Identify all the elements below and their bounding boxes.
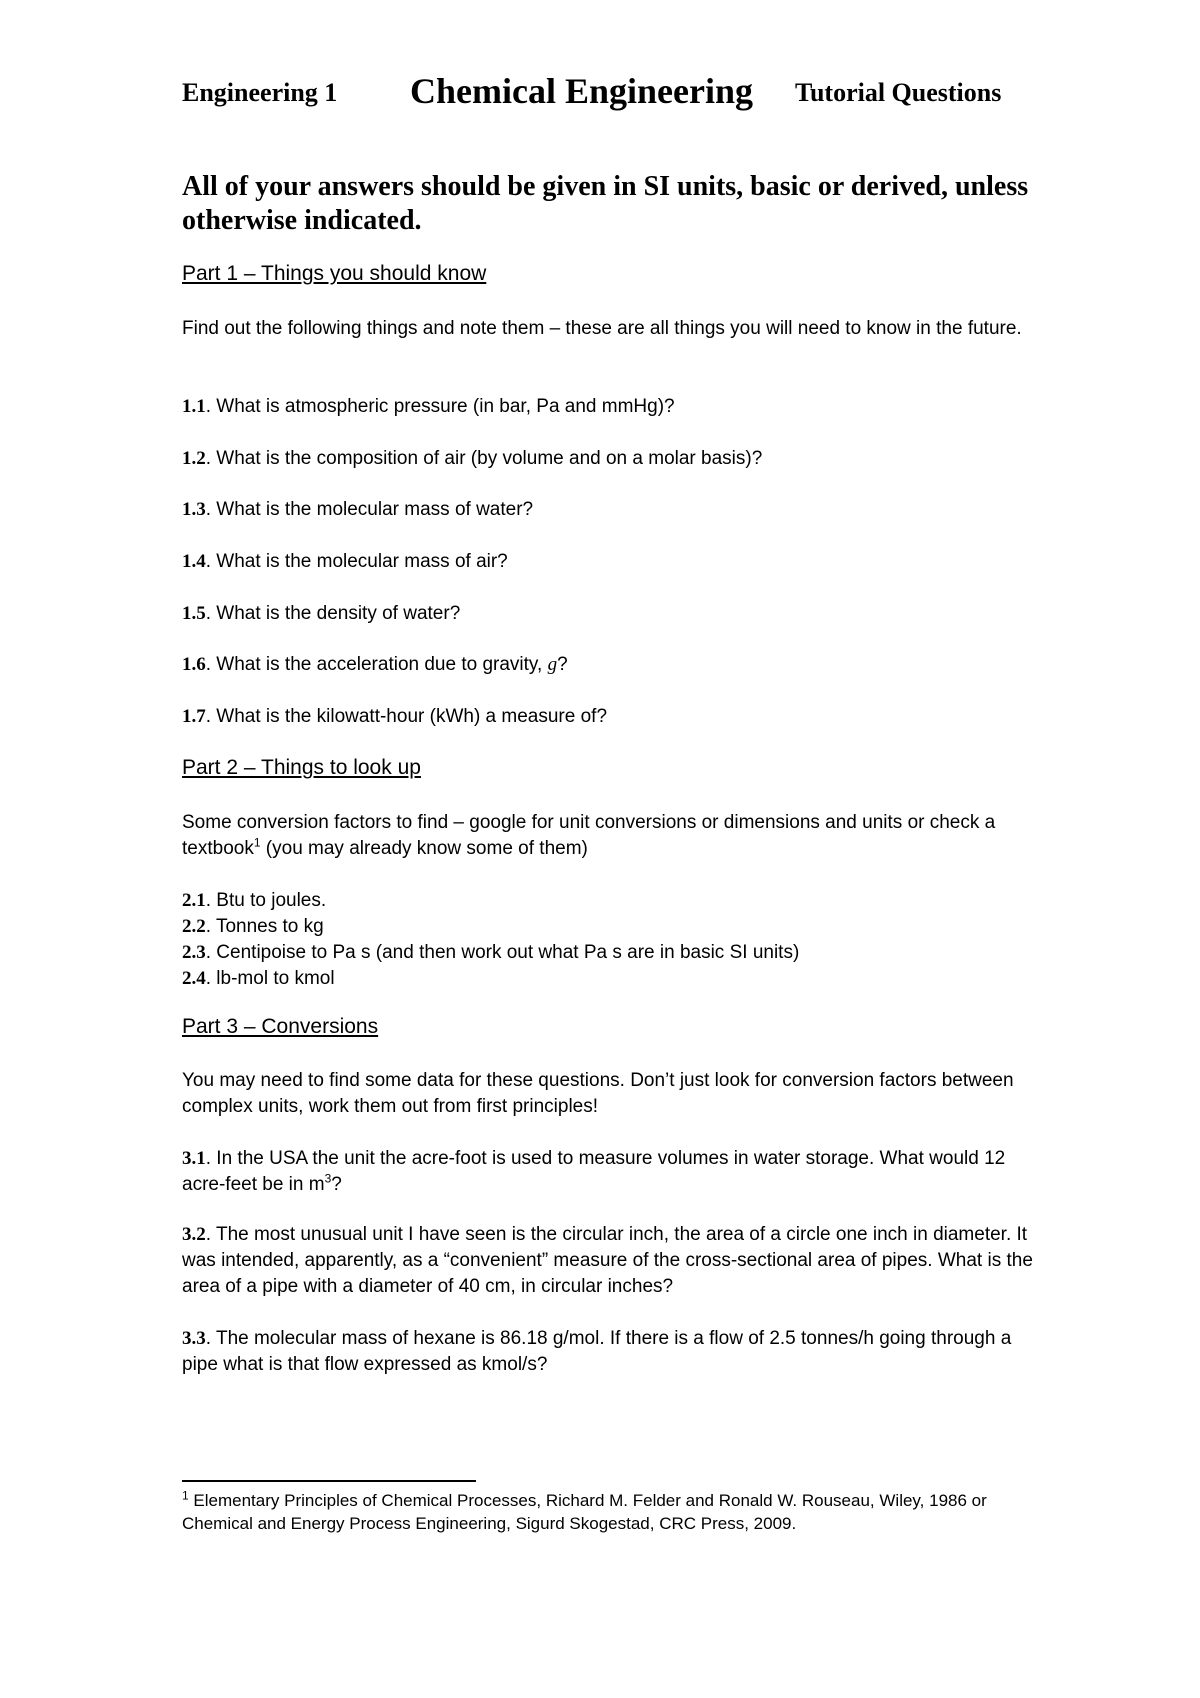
question-number: 1.6 [182,654,206,675]
part2-intro [182,810,1042,862]
question-1-3 [182,497,1042,523]
question-text: . What is the kilowatt-hour (kWh) a measure of? [205,706,608,727]
question-3-3 [182,1326,1042,1378]
part2-intro-text-end: (you may already know some of them) [260,838,588,859]
part3-intro: You may need to find some data for these questions. Don’t just look for conversion factors between complex units, work them out from first principles! [182,1070,1014,1117]
question-text: . The most unusual unit I have seen is the circular inch, the area of a circle one inch in diameter. It was intended, apparently, as a “convenient” measure of the cross-sectional area of pipes. What is the area of a pipe with a diameter of 40 cm, in circular inches? [182,1224,1033,1297]
question-number: 3.2 [182,1224,206,1245]
question-1-4 [182,549,1042,575]
question-number: 2.3 [182,942,206,963]
question-text: . What is atmospheric pressure (in bar, Pa and mmHg)? [205,396,675,417]
question-2-3 [182,940,1042,966]
question-2-2 [182,914,1042,940]
question-1-5 [182,601,1042,627]
question-1-1 [182,394,1042,420]
question-1-2 [182,446,1042,472]
question-text: . What is the density of water? [205,603,461,624]
part2-intro-text: Some conversion factors to find – google for unit conversions or dimensions and units or check a textbook [182,812,996,859]
question-text-end: ? [557,654,568,675]
question-number: 3.1 [182,1148,206,1169]
question-2-4 [182,966,1042,992]
header-title: Chemical Engineering [410,71,753,111]
question-text: . What is the molecular mass of water? [205,499,534,520]
question-number: 2.4 [182,968,206,989]
part2-heading: Part 2 – Things to look up [182,756,421,779]
footnote-marker: 1 [182,1488,189,1503]
footnote-line-2: Chemical and Energy Process Engineering, Sigurd Skogestad, CRC Press, 2009. [182,1514,797,1533]
cube-exponent: 3 [324,1171,332,1186]
question-2-1 [182,888,1042,914]
footnote-text [182,1489,1042,1535]
instruction-text: All of your answers should be given in SI units, basic or derived, unless otherwise indicated. [182,171,1029,236]
part3-heading: Part 3 – Conversions [182,1015,379,1038]
question-number: 2.2 [182,916,206,937]
question-3-2 [182,1222,1042,1300]
question-3-1 [182,1146,1042,1198]
header-type: Tutorial Questions [795,78,1002,107]
question-text: . What is the composition of air (by volume and on a molar basis)? [205,448,763,469]
question-number: 1.1 [182,396,206,417]
question-text: . What is the molecular mass of air? [205,551,508,572]
footnote-divider [182,1480,476,1482]
question-text: . In the USA the unit the acre-foot is used to measure volumes in water storage. What would 12 acre-feet be in m [182,1148,1006,1195]
question-number: 2.1 [182,890,206,911]
question-text-end: ? [331,1174,342,1195]
gravity-symbol: g [547,654,558,675]
question-text: . Btu to joules. [205,890,327,911]
header-course: Engineering 1 [182,78,338,107]
question-number: 1.2 [182,448,206,469]
question-number: 1.3 [182,499,206,520]
question-text: . What is the acceleration due to gravity, [205,654,548,675]
part1-heading: Part 1 – Things you should know [182,262,487,285]
question-number: 1.4 [182,551,206,572]
question-text: . lb-mol to kmol [205,968,335,989]
question-text: . Centipoise to Pa s (and then work out what Pa s are in basic SI units) [205,942,800,963]
question-number: 1.5 [182,603,206,624]
question-text: . Tonnes to kg [205,916,324,937]
footnote-ref: 1 [253,835,261,850]
part1-intro: Find out the following things and note them – these are all things you will need to know in the future. [182,318,1022,339]
question-1-7 [182,704,1042,730]
question-number: 1.7 [182,706,206,727]
question-number: 3.3 [182,1328,206,1349]
question-text: . The molecular mass of hexane is 86.18 g/mol. If there is a flow of 2.5 tonnes/h going through a pipe what is that flow expressed as kmol/s? [182,1328,1012,1375]
question-1-6 [182,652,1042,678]
footnote-line-1: Elementary Principles of Chemical Processes, Richard M. Felder and Ronald W. Rouseau, Wiley, 1986 or [188,1491,987,1510]
